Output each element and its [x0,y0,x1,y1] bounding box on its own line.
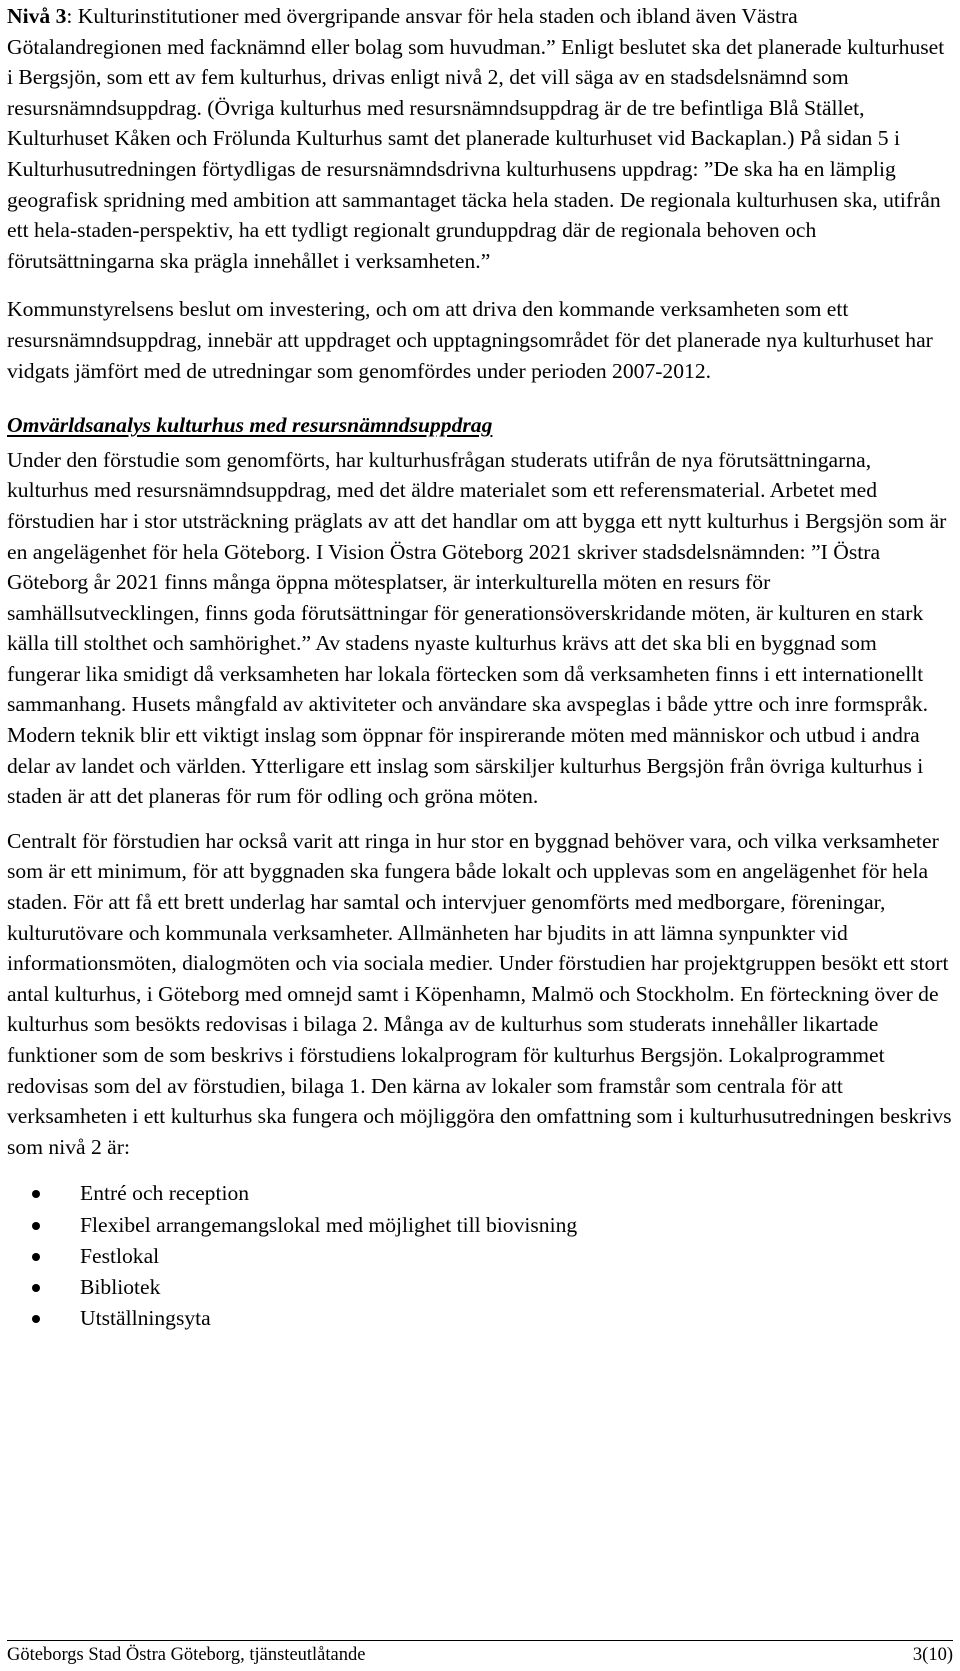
paragraph-centralt: Centralt för förstudien har också varit att ringa in hur stor en byggnad behöver vara, och vilka verksamheter som är ett minimum, för att byggnaden ska fungera både lokalt och upplevas som en angelägenhet för hela staden. För att få ett brett underlag har samtal och intervjuer genomförts med medborgare, föreningar, kulturutövare och kommunala verksamheter. Allmänheten har bjudits in att lämna synpunkter vid informationsmöten, dialogmöten och via sociala medier. Under förstudien har projektgruppen besökt ett stort antal kulturhus, i Göteborg med omnejd samt i Köpenhamn, Malmö och Stockholm. En förteckning över de kulturhus som besökts redovisas i bilaga 2. Många av de kulturhus som studerats innehåller likartade funktioner som de som beskrivs i förstudiens lokalprogram för kulturhus Bergsjön. Lokalprogrammet redovisas som del av förstudien, bilaga 1. Den kärna av lokaler som framstår som centrala för att verksamheten i ett kulturhus ska fungera och möjliggöra den omfattning som i kulturhusutredningen beskrivs som nivå 2 är: [7,828,952,1159]
bullet-icon [32,1315,40,1323]
paragraph-forstudie: Under den förstudie som genomförts, har kulturhusfrågan studerats utifrån de nya förutsättningarna, kulturhus med resursnämndsuppdrag, med det äldre materialet som ett referensmaterial. Arbetet med förstudien har i stor utsträckning präglats av att det handlar om att bygga ett nytt kulturhus i Bergsjön som är en angelägenhet för hela Göteborg. I Vision Östra Göteborg 2021 skriver stadsdelsnämnden: ”I Östra Göteborg år 2021 finns många öppna mötesplatser, är interkulturella möten en resurs för samhällsutvecklingen, finns goda förutsättningar för generationsöverskridande möten, är kulturen en stark källa till stolthet och samhörighet.” Av stadens nyaste kulturhus krävs att det ska bli en byggnad som fungerar lika smidigt då verksamheten har lokala förtecken som då verksamheten finns i ett internationellt sammanhang. Husets mångfald av aktiviteter och användare ska avspeglas i både yttre och inre formspråk. Modern teknik blir ett viktigt inslag som öppnar för inspirerande möten med människor och utbud i andra delar av landet och världen. Ytterligare ett inslag som särskiljer kulturhus Bergsjön från övriga kulturhus i staden är att det planeras för rum för odling och gröna möten. [7,447,947,809]
list-item-text: Festlokal [80,1243,160,1268]
list-item [7,1178,953,1209]
paragraph-body: : Kulturinstitutioner med övergripande ansvar för hela staden och ibland även Västra Götalandregionen med facknämnd eller bolag som huvudman.” Enligt beslutet ska det planerade kulturhuset i Bergsjön, som ett av fem kulturhus, drivas enligt nivå 2, det vill säga av en stadsdelsnämnd som resursnämndsuppdrag. (Övriga kulturhus med resursnämndsuppdrag är de tre befintliga Blå Stället, Kulturhuset Kåken och Frölunda Kulturhus samt det planerade kulturhuset vid Backaplan.) På sidan 5 i Kulturhusutredningen förtydligas de resursnämndsdrivna kulturhusens uppdrag: ”De ska ha en lämplig geografisk spridning med ambition att sammantaget täcka hela staden. De regionala kulturhusen ska, utifrån ett hela-staden-perspektiv, ha ett tydligt regionalt grunduppdrag där de regionala behoven och förutsättningarna ska prägla innehållet i verksamheten.” [7,4,945,273]
paragraph-kommunstyrelsens-beslut: Kommunstyrelsens beslut om investering, och om att driva den kommande verksamheten som ett resursnämndsuppdrag, innebär att uppdraget och upptagningsområdet för det planerade nya kulturhuset har vidgats jämfört med de utredningar som genomfördes under perioden 2007-2012. [7,297,933,383]
bullet-icon [32,1222,40,1230]
list-item [7,1303,953,1334]
page-footer [7,1643,953,1667]
bullet-icon [32,1253,40,1261]
list-item-text: Entré och reception [80,1181,250,1206]
bullet-list [7,1178,953,1334]
section-heading: Omvärldsanalys kulturhus med resursnämndsuppdrag [7,413,493,438]
list-item-text: Bibliotek [80,1274,161,1299]
footer-divider [7,1640,953,1641]
paragraph-nivå-3 [7,1,953,276]
bullet-icon [32,1190,40,1198]
list-item [7,1210,953,1241]
paragraph-lead-bold: Nivå 3 [7,4,67,28]
bullet-icon [32,1284,40,1292]
list-item [7,1241,953,1272]
list-item [7,1272,953,1303]
list-item-text: Utställningsyta [80,1306,211,1331]
list-item-text: Flexibel arrangemangslokal med möjlighet till biovisning [80,1212,578,1237]
footer-page-number: 3(10) [912,1645,953,1665]
footer-document-title: Göteborgs Stad Östra Göteborg, tjänsteutlåtande [7,1645,366,1665]
document-page [7,0,953,1334]
